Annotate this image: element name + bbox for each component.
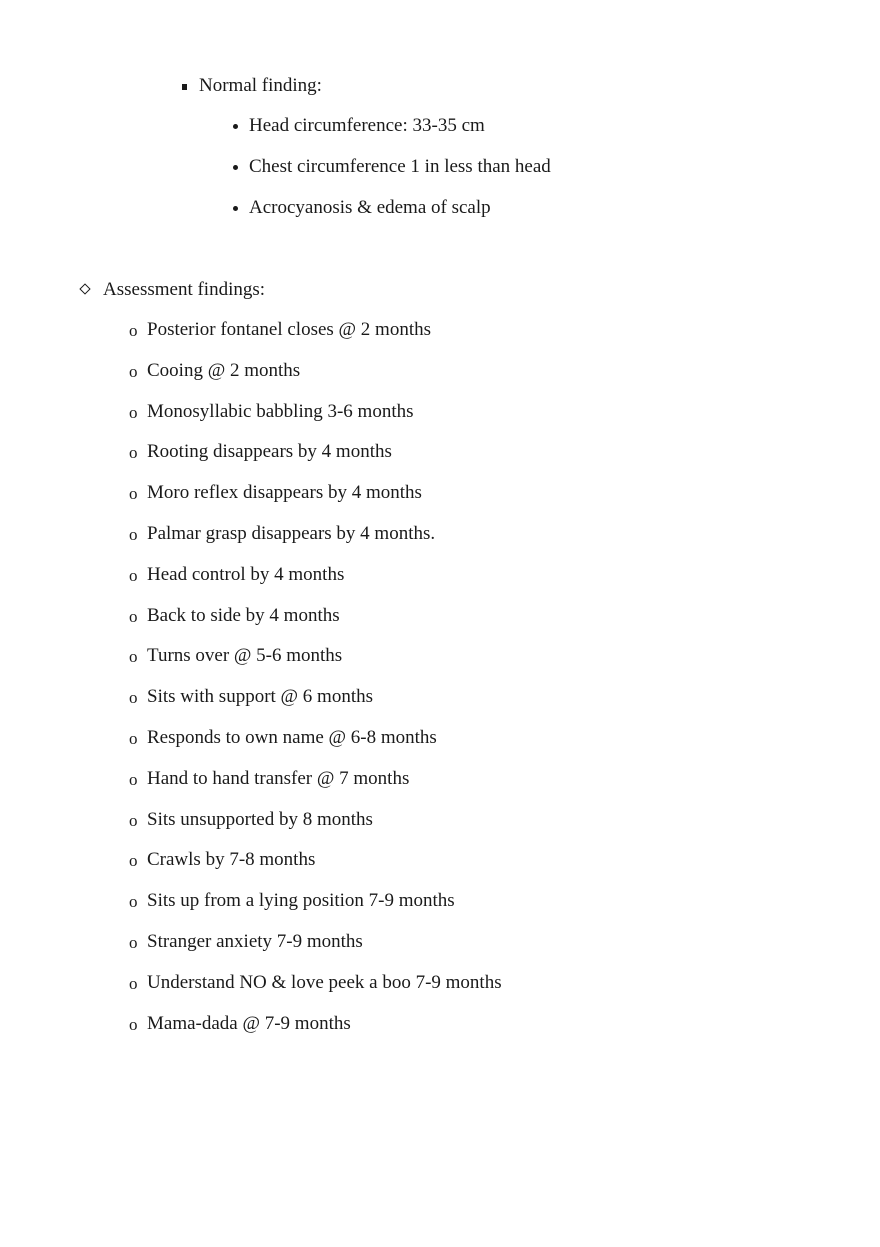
o-bullet-icon: o xyxy=(129,607,138,626)
o-bullet-icon: o xyxy=(129,811,138,830)
assessment-item: Understand NO & love peek a boo 7-9 months xyxy=(147,972,502,993)
assessment-item: Posterior fontanel closes @ 2 months xyxy=(147,319,431,340)
diamond-bullet-icon xyxy=(79,283,90,294)
assessment-item: Responds to own name @ 6-8 months xyxy=(147,727,437,748)
o-bullet-icon: o xyxy=(129,770,138,789)
o-bullet-icon: o xyxy=(129,892,138,911)
dot-bullet-icon xyxy=(233,206,238,211)
o-bullet-icon: o xyxy=(129,1015,138,1034)
dot-bullet-icon xyxy=(233,124,238,129)
assessment-item: Sits up from a lying position 7-9 months xyxy=(147,890,455,911)
square-bullet-icon xyxy=(182,84,187,90)
o-bullet-icon: o xyxy=(129,566,138,585)
o-bullet-icon: o xyxy=(129,362,138,381)
assessment-item: Stranger anxiety 7-9 months xyxy=(147,931,363,952)
o-bullet-icon: o xyxy=(129,525,138,544)
assessment-item: Turns over @ 5-6 months xyxy=(147,645,343,666)
assessment-item: Cooing @ 2 months xyxy=(147,360,301,381)
o-bullet-icon: o xyxy=(129,974,138,993)
assessment-item: Rooting disappears by 4 months xyxy=(147,441,392,462)
assessment-item: Head control by 4 months xyxy=(147,564,345,585)
assessment-item: Monosyllabic babbling 3-6 months xyxy=(147,401,414,422)
o-bullet-icon: o xyxy=(129,403,138,422)
o-bullet-icon: o xyxy=(129,443,138,462)
assessment-item: Hand to hand transfer @ 7 months xyxy=(147,768,410,789)
assessment-item: Sits with support @ 6 months xyxy=(147,686,373,707)
o-bullet-icon: o xyxy=(129,688,138,707)
assessment-item: Sits unsupported by 8 months xyxy=(147,809,373,830)
o-bullet-icon: o xyxy=(129,321,138,340)
assessment-heading: Assessment findings: xyxy=(103,279,266,300)
o-bullet-icon: o xyxy=(129,484,138,503)
o-bullet-icon: o xyxy=(129,933,138,952)
assessment-item: Moro reflex disappears by 4 months xyxy=(147,482,422,503)
assessment-item: Back to side by 4 months xyxy=(147,605,340,626)
o-bullet-icon: o xyxy=(129,851,138,870)
assessment-item: Palmar grasp disappears by 4 months. xyxy=(147,523,436,544)
assessment-item: Mama-dada @ 7-9 months xyxy=(147,1013,351,1034)
o-bullet-icon: o xyxy=(129,647,138,666)
normal-finding-item: Chest circumference 1 in less than head xyxy=(249,156,551,177)
normal-finding-heading: Normal finding: xyxy=(199,75,322,96)
normal-finding-item: Head circumference: 33-35 cm xyxy=(249,115,485,136)
normal-finding-item: Acrocyanosis & edema of scalp xyxy=(249,197,491,218)
dot-bullet-icon xyxy=(233,165,238,170)
o-bullet-icon: o xyxy=(129,729,138,748)
assessment-item: Crawls by 7-8 months xyxy=(147,849,316,870)
